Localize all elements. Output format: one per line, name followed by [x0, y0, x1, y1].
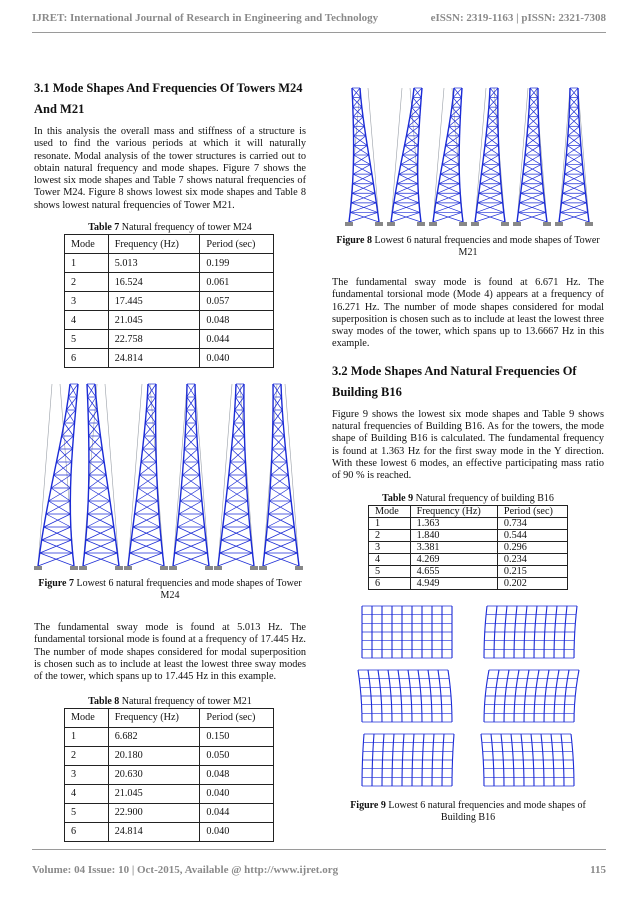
- building-mode-1: [362, 606, 452, 658]
- table-cell: 3: [65, 765, 109, 784]
- table-cell: 2: [65, 273, 109, 292]
- table-row: [369, 553, 568, 565]
- building-mode-6: [481, 734, 574, 786]
- table-cell: 6: [65, 822, 109, 841]
- building-mode-4: [484, 670, 579, 722]
- table-cell: 6.682: [108, 727, 200, 746]
- table-cell: 24.814: [108, 822, 200, 841]
- table-row: [65, 292, 274, 311]
- table-row: [65, 822, 274, 841]
- table-cell: 22.900: [108, 803, 200, 822]
- table-cell: 3: [65, 292, 109, 311]
- table-cell: 0.296: [497, 541, 567, 553]
- table-cell: 5: [65, 330, 109, 349]
- section-3-2-paragraph: Figure 9 shows the lowest six mode shapes and Table 9 shows natural frequencies of Building B16. As for the towers, the mode shape of Building B16 is calculated. The fundamental frequency is found at 1.363 Hz for the first sway mode in the Y direction. With these lowest 6 modes, an effective participating mass ratio of 90 % is reached.: [332, 408, 604, 482]
- tower-mode-1: [34, 384, 78, 570]
- table-cell: 20.180: [108, 746, 200, 765]
- tower-m24-mode-shapes: [34, 378, 306, 576]
- table-row: [65, 784, 274, 803]
- tower-mode-5: [214, 384, 258, 570]
- table-header-row: [65, 708, 274, 727]
- table-cell: 0.234: [497, 553, 567, 565]
- tower-m21-mode-shapes: [332, 82, 604, 232]
- table-header-row: [369, 505, 568, 517]
- section-3-1-heading: 3.1 Mode Shapes And Frequencies Of Towers M24 And M21: [34, 81, 303, 116]
- table-cell: 2: [65, 746, 109, 765]
- table-cell: 0.202: [497, 577, 567, 589]
- table-row: [65, 746, 274, 765]
- table-cell: 2: [369, 529, 411, 541]
- tower-mode-3: [429, 88, 467, 226]
- table-cell: 0.040: [200, 784, 274, 803]
- tower-mode-1: [345, 88, 383, 226]
- tower-mode-6: [555, 88, 593, 226]
- table-cell: 21.045: [108, 784, 200, 803]
- table-cell: 4: [369, 553, 411, 565]
- figure-7-caption: Figure 7 Lowest 6 natural frequencies and mode shapes of Tower M24: [38, 578, 302, 602]
- figure-7-image: [34, 378, 306, 576]
- table-cell: 6: [369, 577, 411, 589]
- table-row: [65, 330, 274, 349]
- table-header-cell: Period (sec): [200, 708, 274, 727]
- table-row: [65, 254, 274, 273]
- figure-8-caption: Figure 8 Lowest 6 natural frequencies and mode shapes of Tower M21: [336, 235, 600, 258]
- table-cell: 0.050: [200, 746, 274, 765]
- table-cell: 21.045: [108, 311, 200, 330]
- tower-mode-4: [471, 88, 509, 226]
- table-cell: 4.269: [410, 553, 497, 565]
- table-cell: 3.381: [410, 541, 497, 553]
- table-cell: 0.040: [200, 349, 274, 368]
- table-header-cell: Frequency (Hz): [410, 505, 497, 517]
- table-cell: 0.048: [200, 311, 274, 330]
- section-3-1-paragraph: In this analysis the overall mass and stiffness of a structure is used to find the various periods at which it will naturally resonate. Modal analysis of the tower structures is carried out to obtain natural frequency and mode shapes. Figure 7 shows the lowest six mode shapes and Table 7 shows natural frequencies of Tower M24. Figure 8 shows lowest six mode shapes and Table 8 shows lowest natural frequencies of Tower M21.: [34, 126, 306, 211]
- figure-9-caption: Figure 9 Lowest 6 natural frequencies and mode shapes of Building B16: [350, 799, 586, 823]
- header-rule: [32, 32, 606, 33]
- table-header-cell: Frequency (Hz): [108, 708, 200, 727]
- table-7: [64, 234, 274, 368]
- tower-mode-2: [387, 88, 425, 226]
- table-cell: 0.044: [200, 330, 274, 349]
- table-8: [64, 708, 274, 842]
- table-row: [369, 565, 568, 577]
- table-cell: 0.044: [200, 803, 274, 822]
- table-cell: 0.150: [200, 727, 274, 746]
- page-number: 115: [590, 864, 606, 876]
- table-9: [368, 505, 568, 590]
- table-header-cell: Mode: [65, 235, 109, 254]
- table-cell: 24.814: [108, 349, 200, 368]
- table-row: [369, 541, 568, 553]
- tower-mode-4: [169, 384, 213, 570]
- table-header-cell: Mode: [369, 505, 411, 517]
- table-row: [65, 803, 274, 822]
- table-row: [65, 727, 274, 746]
- table-cell: 4: [65, 784, 109, 803]
- table-row: [65, 311, 274, 330]
- page-footer: [32, 864, 606, 876]
- section-3-2-heading: 3.2 Mode Shapes And Natural Frequencies Of Building B16: [332, 363, 577, 399]
- table-cell: 0.734: [497, 517, 567, 529]
- table-cell: 0.061: [200, 273, 274, 292]
- tower-mode-2: [79, 384, 123, 570]
- tower-m21-paragraph: The fundamental sway mode is found at 6.671 Hz. The fundamental torsional mode (Mode 4) appears at a frequency of 16.271 Hz. The number of mode shapes considered for modal superposition is chosen such as to include at least the lowest three sway modes of the tower, which spans up to 13.6667 Hz in this example.: [332, 277, 604, 350]
- tower-mode-5: [513, 88, 551, 226]
- table-cell: 0.199: [200, 254, 274, 273]
- table-header-cell: Mode: [65, 708, 109, 727]
- table-cell: 1: [369, 517, 411, 529]
- table-cell: 1.363: [410, 517, 497, 529]
- building-mode-5: [362, 734, 454, 786]
- table-cell: 0.048: [200, 765, 274, 784]
- table-header-cell: Period (sec): [497, 505, 567, 517]
- table-header-cell: Period (sec): [200, 235, 274, 254]
- table-cell: 4.655: [410, 565, 497, 577]
- right-column: [332, 82, 604, 824]
- footer-rule: [32, 849, 606, 850]
- table-cell: 3: [369, 541, 411, 553]
- table-cell: 20.630: [108, 765, 200, 784]
- table-cell: 0.544: [497, 529, 567, 541]
- table-cell: 1: [65, 727, 109, 746]
- left-column: [34, 78, 306, 842]
- footer-volume: Volume: 04 Issue: 10 | Oct-2015, Available @ http://www.ijret.org: [32, 864, 339, 876]
- page-header: [32, 12, 606, 24]
- table-header-cell: Frequency (Hz): [108, 235, 200, 254]
- table-cell: 1.840: [410, 529, 497, 541]
- table-cell: 5: [65, 803, 109, 822]
- table-8-caption: Table 8 Natural frequency of tower M21: [88, 695, 252, 707]
- table-row: [65, 349, 274, 368]
- tower-mode-6: [259, 384, 303, 570]
- table-cell: 5: [369, 565, 411, 577]
- tower-mode-3: [124, 384, 168, 570]
- table-cell: 0.057: [200, 292, 274, 311]
- building-mode-3: [358, 670, 452, 722]
- table-cell: 1: [65, 254, 109, 273]
- table-cell: 16.524: [108, 273, 200, 292]
- table-cell: 6: [65, 349, 109, 368]
- journal-issn: eISSN: 2319-1163 | pISSN: 2321-7308: [430, 12, 606, 24]
- table-row: [65, 273, 274, 292]
- table-cell: 5.013: [108, 254, 200, 273]
- table-header-row: [65, 235, 274, 254]
- building-b16-mode-shapes: [332, 598, 604, 798]
- table-row: [369, 517, 568, 529]
- table-7-caption: Table 7 Natural frequency of tower M24: [88, 222, 252, 234]
- building-mode-2: [484, 606, 577, 658]
- table-9-caption: Table 9 Natural frequency of building B16: [382, 492, 554, 504]
- journal-name: IJRET: International Journal of Research in Engineering and Technology: [32, 12, 379, 24]
- table-row: [369, 529, 568, 541]
- tower-m24-paragraph: The fundamental sway mode is found at 5.013 Hz. The fundamental torsional mode is found at a frequency of 17.445 Hz. The number of mode shapes considered for modal superposition is chosen such as to include at least the lowest three sway modes of the tower, which spans up to 17.445 Hz in this example.: [34, 622, 306, 683]
- table-cell: 0.215: [497, 565, 567, 577]
- table-row: [369, 577, 568, 589]
- table-row: [65, 765, 274, 784]
- table-cell: 17.445: [108, 292, 200, 311]
- table-cell: 4.949: [410, 577, 497, 589]
- table-cell: 0.040: [200, 822, 274, 841]
- table-cell: 4: [65, 311, 109, 330]
- table-cell: 22.758: [108, 330, 200, 349]
